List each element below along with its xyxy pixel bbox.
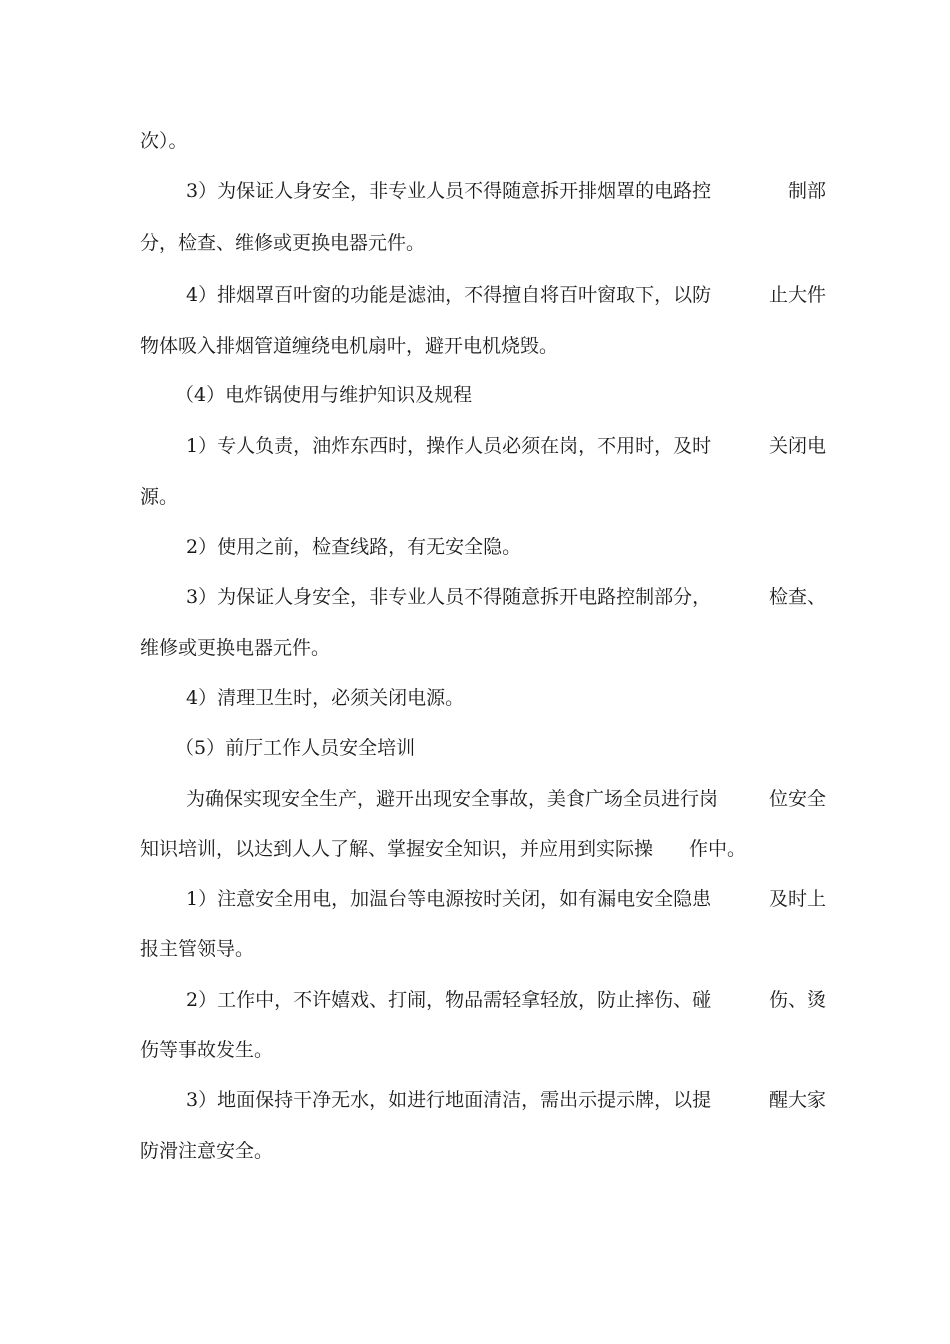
text-run: 报主管领导。 [140,938,255,960]
text-run: 位安全 [768,788,826,810]
text-run: 止大件 [768,284,826,306]
paragraph-line [186,535,521,559]
paragraph-line [186,686,464,710]
text-run: 为确保实现安全生产，避开出现安全事故，美食广场全员进行岗 [186,788,719,810]
text-run: 知识培训，以达到人人了解、掌握安全知识，并应用到实际操 [140,838,654,860]
text-run: 维修或更换电器元件。 [140,637,331,659]
text-run: 2）使用之前，检查线路，有无安全隐。 [186,536,522,558]
paragraph-line [186,887,826,911]
text-run: 分，检查、维修或更换电器元件。 [140,232,426,254]
paragraph-line [140,1038,273,1062]
paragraph-line [140,837,746,861]
paragraph-line [140,129,188,153]
paragraph-line [186,283,826,307]
text-run: 1）注意安全用电，加温台等电源按时关闭，如有漏电安全隐患 [186,888,712,910]
paragraph-line [140,485,178,509]
paragraph-line [140,334,558,358]
text-run: 3）为保证人身安全，非专业人员不得随意拆开排烟罩的电路控 [186,180,712,202]
text-run: 2）工作中，不许嬉戏、打闹，物品需轻拿轻放，防止摔伤、碰 [186,989,712,1011]
paragraph-line [140,231,425,255]
text-run: 醒大家 [768,1089,826,1111]
text-run: 4）清理卫生时，必须关闭电源。 [186,687,465,709]
section-heading [175,383,472,407]
paragraph-line [186,585,826,609]
text-run: 4）排烟罩百叶窗的功能是滤油，不得擅自将百叶窗取下，以防 [186,284,712,306]
paragraph-line [186,1088,826,1112]
paragraph-line [140,937,254,961]
text-run: 关闭电 [768,435,826,457]
text-run: 物体吸入排烟管道缠绕电机扇叶，避开电机烧毁。 [140,335,559,357]
paragraph-line [140,636,330,660]
text-run: 3）地面保持干净无水，如进行地面清洁，需出示提示牌，以提 [186,1089,712,1111]
text-run: 防滑注意安全。 [140,1140,274,1162]
section-heading [175,736,415,760]
text-run: 作中。 [688,838,746,860]
text-run: 次）。 [140,130,188,152]
text-run: 伤、烫 [768,989,826,1011]
text-run: 伤等事故发生。 [140,1039,274,1061]
text-run: 源。 [140,486,179,508]
text-run: 检查、 [768,586,826,608]
paragraph-line [186,434,826,458]
text-run: 制部 [787,180,826,202]
text-run: （4）电炸锅使用与维护知识及规程 [175,384,473,406]
paragraph-line [186,988,826,1012]
paragraph-line [186,787,826,811]
text-run: 及时上 [768,888,826,910]
paragraph-line [140,1139,273,1163]
text-run: （5）前厅工作人员安全培训 [175,737,416,759]
paragraph-line [186,179,826,203]
text-run: 1）专人负责，油炸东西时，操作人员必须在岗，不用时，及时 [186,435,712,457]
text-run: 3）为保证人身安全，非专业人员不得随意拆开电路控制部分， [186,586,712,608]
